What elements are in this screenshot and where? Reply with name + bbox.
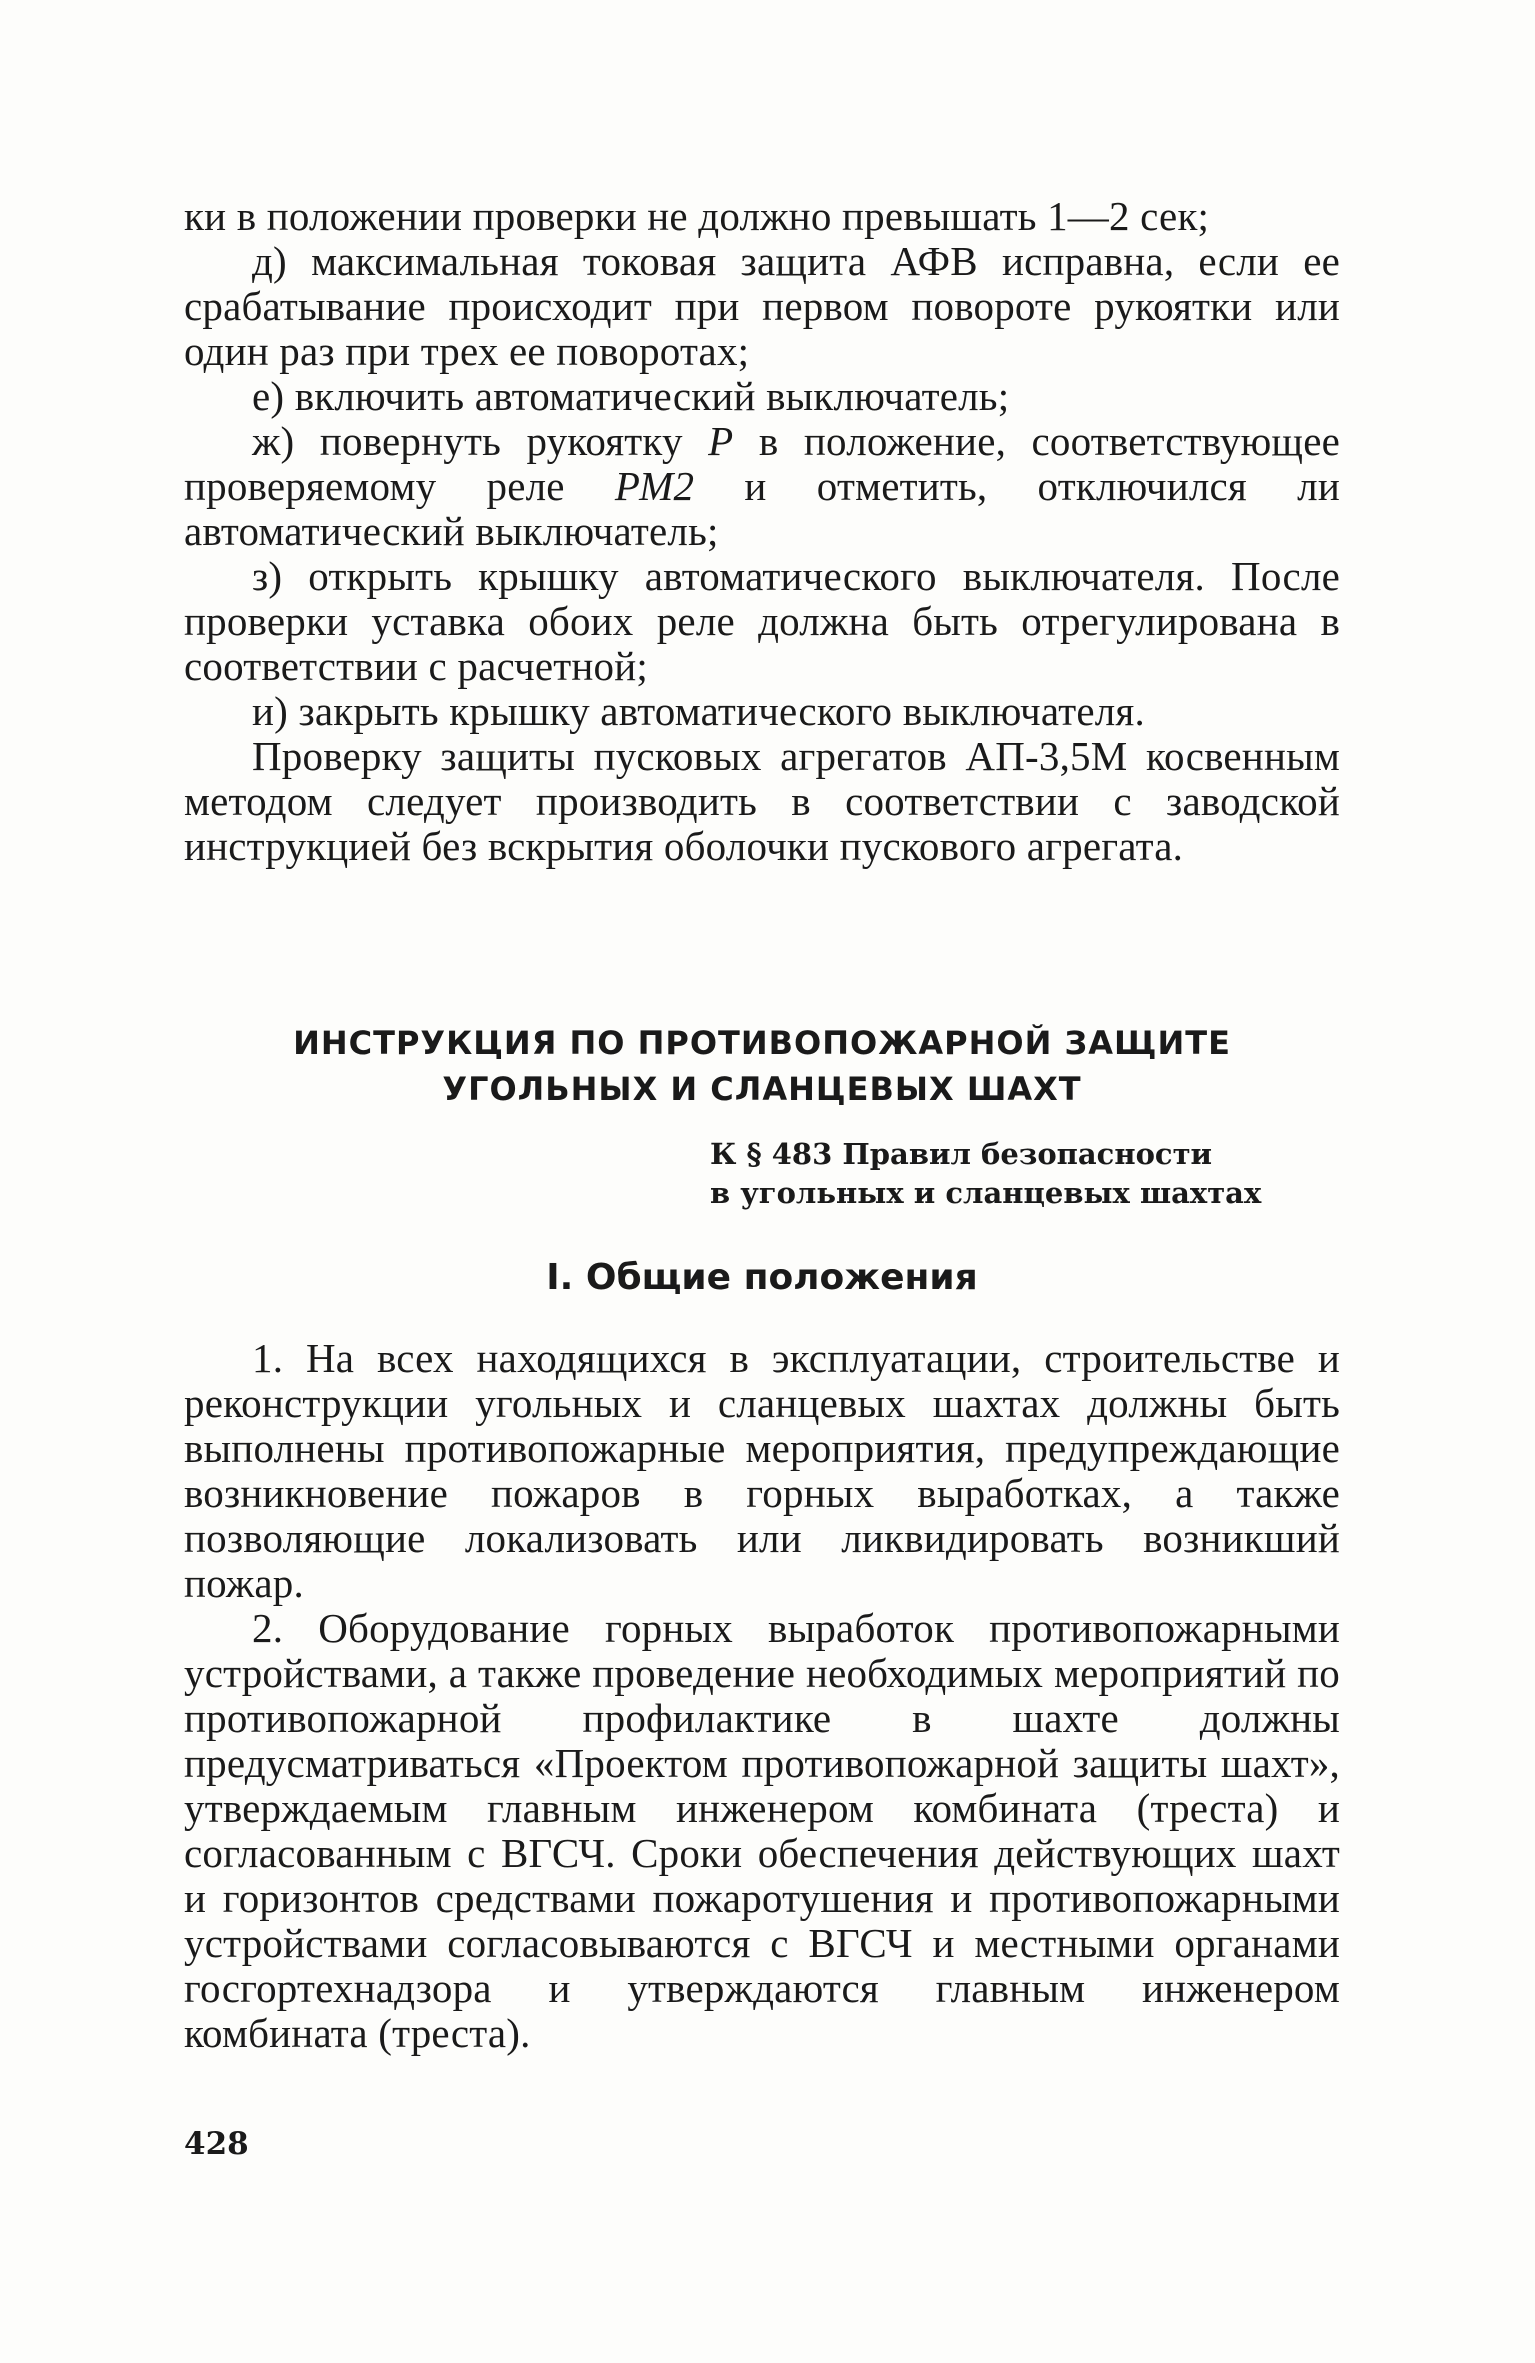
section-title [184,1020,1340,1112]
item-zh-text-a: ж) повернуть рукоятку [252,418,709,464]
rules-reference [710,1135,1350,1213]
list-item-i: и) закрыть крышку автоматического выключателя. [252,688,1145,734]
section-title-line-1: ИНСТРУКЦИЯ ПО ПРОТИВОПОЖАРНОЙ ЗАЩИТЕ [293,1024,1231,1062]
continuation-paragraph: ки в положении проверки не должно превышать 1—2 сек; [184,193,1210,239]
rules-reference-line-2: в угольных и сланцевых шахтах [710,1176,1262,1210]
list-item-zh [184,419,1340,554]
page-number: 428 [184,2126,249,2162]
rules-reference-line-1: К § 483 Правил безопасности [710,1137,1213,1171]
top-text-block [184,194,1340,869]
item-zh-text-b: в положение, соответствующее проверяемому реле [184,418,1340,509]
bottom-text-block [184,1336,1340,2056]
paragraph-1: 1. На всех находящихся в эксплуатации, строительстве и реконструкции угольных и сланцевых шахтах должны быть выполнены противопожарные мероприятия, предупреждающие возникновение пожаров в горных выработках, а также позволяющие локализовать или ликвидировать возникший пожар. [184,1335,1340,1606]
ap-check-paragraph: Проверку защиты пусковых агрегатов АП-3,5М косвенным методом следует производить в соответствии с заводской инструкцией без вскрытия оболочки пускового агрегата. [184,733,1340,869]
paragraph-2: 2. Оборудование горных выработок противопожарными устройствами, а также проведение необходимых мероприятий по противопожарной профилактике в шахте должны предусматриваться «Проектом противопожарной защиты шахт», утверждаемым главным инженером комбината (треста) и согласованным с ВГСЧ. Сроки обеспечения действующих шахт и горизонтов средствами пожаротушения и противопожарными устройствами согласовываются с ВГСЧ и местными органами госгортехнадзора и утверждаются главным инженером комбината (треста). [184,1605,1340,2056]
section-title-line-2: УГОЛЬНЫХ И СЛАНЦЕВЫХ ШАХТ [442,1070,1082,1108]
handle-variable: Р [708,418,734,464]
list-item-z: з) открыть крышку автоматического выключателя. После проверки уставка обоих реле должна быть отрегулирована в соответствии с расчетной; [184,553,1340,689]
list-item-d: д) максимальная токовая защита АФВ исправна, если ее срабатывание происходит при первом повороте рукоятки или один раз при трех ее поворотах; [184,238,1340,374]
list-item-e: е) включить автоматический выключатель; [252,373,1010,419]
subsection-heading: I. Общие положения [546,1257,978,1298]
item-zh-text-c: и отметить, отключился ли автоматический выключатель; [184,463,1340,554]
relay-variable: РМ2 [614,463,695,509]
